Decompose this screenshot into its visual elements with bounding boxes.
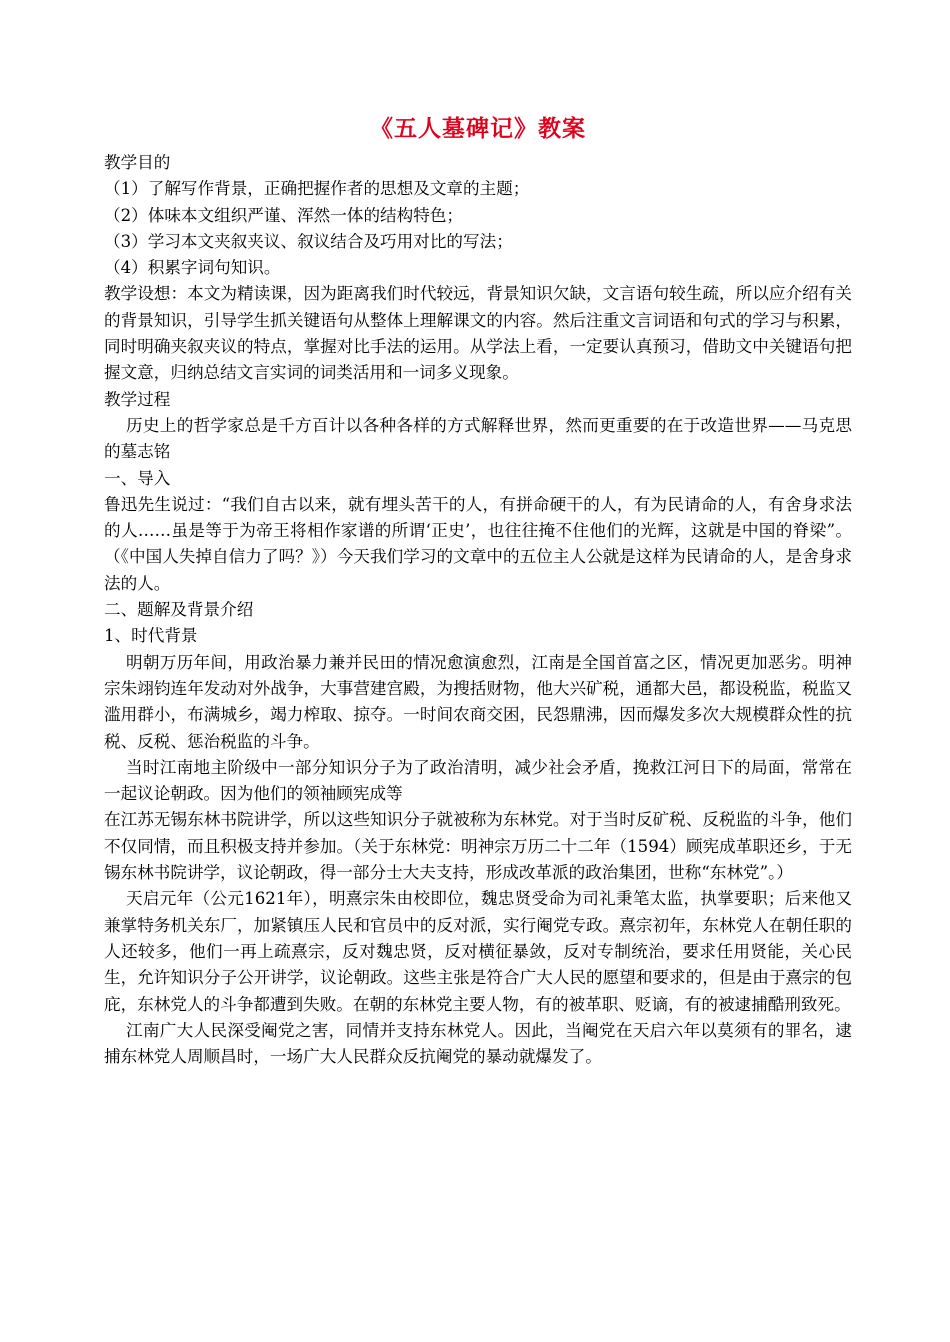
background-paragraph: 天启元年（公元1621年），明熹宗朱由校即位，魏忠贤受命为司礼秉笔太监，执掌要职；后来他又兼掌特务机关东厂，加紧镇压人民和官员中的反对派，实行阉党专政。熹宗初年，东林党人在朝任职的人还较多，他们一再上疏熹宗，反对魏忠贤，反对横征暴敛，反对专制统治，要求任用贤能，关心民生，允许知识分子公开讲学，议论朝政。这些主张是符合广大人民的愿望和要求的，但是由于熹宗的包庇，东林党人的斗争都遭到失败。在朝的东林党主要人物，有的被革职、贬谪，有的被逮捕酷刑致死。 bbox=[104, 889, 852, 1014]
background-paragraph: 明朝万历年间，用政治暴力兼并民田的情况愈演愈烈，江南是全国首富之区，情况更加恶劣。明神宗朱翊钧连年发动对外战争，大事营建宫殿，为搜括财物，他大兴矿税，通都大邑，都设税监，税监又滥用群小，布满城乡，竭力榨取、掠夺。一时间农商交困，民怨鼎沸，因而爆发多次大规模群众性的抗税、反税、惩治税监的斗争。 bbox=[104, 652, 852, 751]
objective-item: （2）体味本文组织严谨、浑然一体的结构特色； bbox=[104, 205, 464, 225]
objective-item: （4）积累字词句知识。 bbox=[104, 258, 281, 278]
objective-item: （1）了解写作背景，正确把握作者的思想及文章的主题； bbox=[104, 179, 530, 199]
document-title: 《五人墓碑记》教案 bbox=[370, 115, 586, 142]
subsection-heading-era: 1、时代背景 bbox=[104, 626, 198, 646]
background-paragraph: 当时江南地主阶级中一部分知识分子为了政治清明，减少社会矛盾，挽救江河日下的局面，常常在一起议论朝政。因为他们的领袖顾宪成等 bbox=[104, 757, 852, 804]
section-heading-intro: 一、导入 bbox=[104, 468, 171, 488]
section-heading-background: 二、题解及背景介绍 bbox=[104, 600, 254, 620]
background-paragraph: 江南广大人民深受阉党之害，同情并支持东林党人。因此，当阉党在天启六年以莫须有的罪名，逮捕东林党人周顺昌时，一场广大人民群众反抗阉党的暴动就爆发了。 bbox=[104, 1020, 852, 1067]
objectives-heading: 教学目的 bbox=[104, 153, 171, 172]
background-paragraph: 在江苏无锡东林书院讲学，所以这些知识分子就被称为东林党。对于当时反矿税、反税监的斗争，他们不仅同情，而且积极支持并参加。（关于东林党：明神宗万历二十二年（1594）顾宪成革职还乡，于无锡东林书院讲学，议论朝政，得一部分士大夫支持，形成改革派的政治集团，世称“东林党”。） bbox=[104, 810, 852, 883]
teaching-design-paragraph: 教学设想：本文为精读课，因为距离我们时代较远，背景知识欠缺，文言语句较生疏，所以应介绍有关的背景知识，引导学生抓关键语句从整体上理解课文的内容。然后注重文言词语和句式的学习与积累，同时明确夹叙夹议的特点，掌握对比手法的运用。从学法上看，一定要认真预习，借助文中关键语句把握文意，归纳总结文言实词的词类活用和一词多义现象。 bbox=[104, 284, 852, 383]
process-heading: 教学过程 bbox=[104, 389, 171, 409]
intro-paragraph: 鲁迅先生说过：“我们自古以来，就有埋头苦干的人，有拼命硬干的人，有为民请命的人，有舍身求法的人……虽是等于为帝王将相作家谱的所谓‘正史’，也往往掩不住他们的光辉，这就是中国的脊梁”。（《中国人失掉自信力了吗？》）今天我们学习的文章中的五位主人公就是这样为民请命的人，是舍身求法的人。 bbox=[104, 494, 852, 593]
objective-item: （3）学习本文夹叙夹议、叙议结合及巧用对比的写法； bbox=[104, 231, 513, 251]
epigraph-paragraph: 历史上的哲学家总是千方百计以各种各样的方式解释世界，然而更重要的在于改造世界——马克思的墓志铭 bbox=[104, 415, 852, 462]
document-page bbox=[104, 112, 852, 1070]
